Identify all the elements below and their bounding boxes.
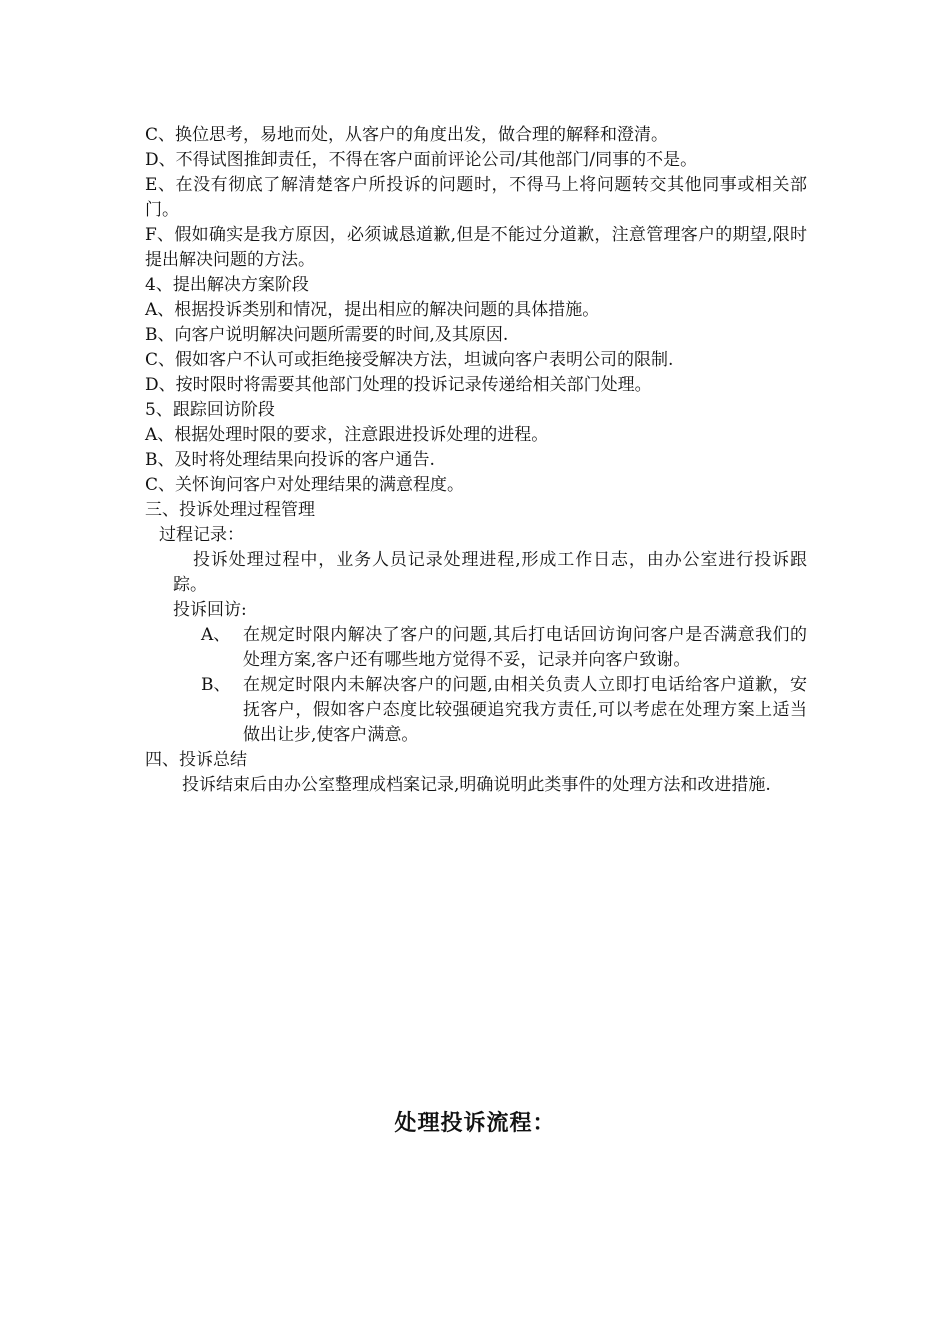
followup-a-marker: A、 [201,625,231,645]
followup-a-text: 在规定时限内解决了客户的问题,其后打电话回访询问客户是否满意我们的处理方案,客户还有哪些地方觉得不妥，记录并向客户致谢。 [243,625,807,670]
stage5-item-a: A、根据处理时限的要求，注意跟进投诉处理的进程。 [145,425,549,445]
item-f-apologize: F、假如确实是我方原因，必须诚恳道歉,但是不能过分道歉，注意管理客户的期望,限时提出解决问题的方法。 [145,225,807,270]
followup-b-text: 在规定时限内未解决客户的问题,由相关负责人立即打电话给客户道歉，安抚客户，假如客户态度比较强硬追究我方责任,可以考虑在处理方案上适当做出让步,使客户满意。 [243,675,807,745]
item-c-perspective: C、换位思考，易地而处，从客户的角度出发，做合理的解释和澄清。 [145,125,669,145]
stage4-item-b: B、向客户说明解决问题所需要的时间,及其原因. [145,325,509,345]
stage4-item-a: A、根据投诉类别和情况，提出相应的解决问题的具体措施。 [145,300,600,320]
part3-heading: 三、投诉处理过程管理 [145,500,315,520]
stage4-heading: 4、提出解决方案阶段 [145,275,309,295]
process-record-text: 投诉处理过程中，业务人员记录处理进程,形成工作日志，由办公室进行投诉跟踪。 [173,550,807,595]
part4-heading: 四、投诉总结 [145,750,247,770]
process-record-label: 过程记录： [159,525,244,545]
followup-label: 投诉回访: [173,600,247,620]
stage5-item-c: C、关怀询问客户对处理结果的满意程度。 [145,475,465,495]
followup-item-a [145,623,807,673]
followup-b-marker: B、 [201,675,231,695]
stage5-heading: 5、跟踪回访阶段 [145,400,275,420]
part4-text: 投诉结束后由办公室整理成档案记录,明确说明此类事件的处理方法和改进措施. [182,775,771,795]
item-e-understand-first: E、在没有彻底了解清楚客户所投诉的问题时，不得马上将问题转交其他同事或相关部门。 [145,175,807,220]
flow-title: 处理投诉流程： [394,1111,556,1136]
document-body [145,123,807,798]
stage5-item-b: B、及时将处理结果向投诉的客户通告. [145,450,435,470]
stage4-item-c: C、假如客户不认可或拒绝接受解决方法，坦诚向客户表明公司的限制. [145,350,674,370]
item-d-no-blame: D、不得试图推卸责任，不得在客户面前评论公司/其他部门/同事的不是。 [145,150,698,170]
followup-item-b [145,673,807,748]
stage4-item-d: D、按时限时将需要其他部门处理的投诉记录传递给相关部门处理。 [145,375,652,395]
